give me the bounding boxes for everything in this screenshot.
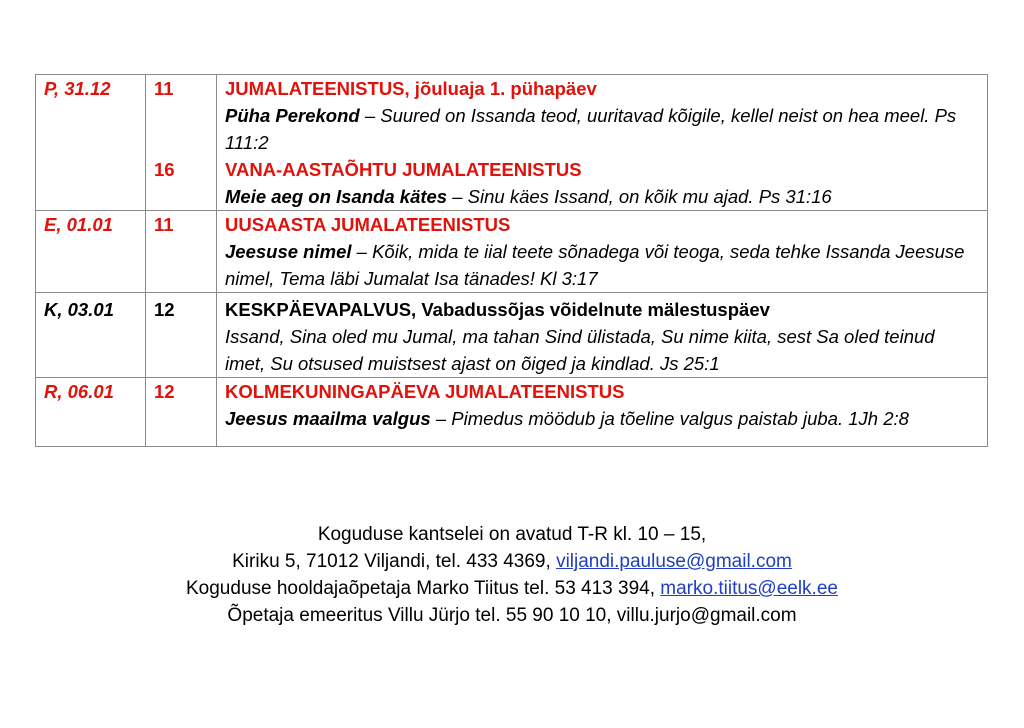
service-theme: Meie aeg on Isanda kätes bbox=[225, 186, 448, 207]
pastor-contact: Koguduse hooldajaõpetaja Marko Tiitus tel. 53 413 394, marko.tiitus@eelk.ee bbox=[186, 578, 838, 599]
service-description: Püha Perekond – Suured on Issanda teod, uuritavad kõigile, kellel neist on hea meel. Ps 111:2 bbox=[225, 105, 957, 153]
service-date: K, 03.01 bbox=[44, 299, 114, 320]
description-cell bbox=[217, 211, 988, 293]
service-description: Jeesus maailma valgus – Pimedus möödub ja tõeline valgus paistab juba. 1Jh 2:8 bbox=[225, 408, 909, 429]
service-theme: Püha Perekond bbox=[225, 105, 360, 126]
time-cell bbox=[146, 75, 217, 211]
office-email-link[interactable]: viljandi.pauluse@gmail.com bbox=[556, 551, 792, 572]
service-time: 11 bbox=[154, 78, 174, 99]
service-description: Meie aeg on Isanda kätes – Sinu käes Issand, on kõik mu ajad. Ps 31:16 bbox=[225, 186, 832, 207]
description-cell bbox=[217, 293, 988, 378]
service-schedule-table bbox=[35, 74, 988, 447]
service-title: KOLMEKUNINGAPÄEVA JUMALATEENISTUS bbox=[225, 381, 625, 402]
office-hours: Koguduse kantselei on avatud T-R kl. 10 – 15, bbox=[317, 524, 707, 545]
service-time: 12 bbox=[154, 381, 175, 402]
bible-verse: Pimedus möödub ja tõeline valgus paistab juba. 1Jh 2:8 bbox=[451, 408, 909, 429]
date-cell bbox=[36, 293, 146, 378]
service-title: VANA-AASTAÕHTU JUMALATEENISTUS bbox=[225, 159, 582, 180]
service-date: P, 31.12 bbox=[44, 78, 111, 99]
description-cell bbox=[217, 378, 988, 447]
service-time: 12 bbox=[154, 299, 175, 320]
time-cell bbox=[146, 293, 217, 378]
service-title: KESKPÄEVAPALVUS, Vabadussõjas võidelnute mälestuspäev bbox=[225, 299, 770, 320]
office-address: Kiriku 5, 71012 Viljandi, tel. 433 4369, viljandi.pauluse@gmail.com bbox=[232, 551, 792, 572]
service-description: Jeesuse nimel – Kõik, mida te iial teete sõnadega või teoga, seda tehke Issanda Jeesuse nimel, Tema läbi Jumalat Isa tänades! Kl 3:17 bbox=[225, 241, 965, 289]
date-cell bbox=[36, 75, 146, 211]
bible-verse: Kõik, mida te iial teete sõnadega või teoga, seda tehke Issanda Jeesuse nimel, Tema läbi Jumalat Isa tänades! Kl 3:17 bbox=[225, 241, 965, 289]
contact-footer bbox=[0, 521, 1024, 629]
description-cell bbox=[217, 75, 988, 211]
service-title: JUMALATEENISTUS, jõuluaja 1. pühapäev bbox=[225, 78, 597, 99]
bible-verse: Suured on Issanda teod, uuritavad kõigile, kellel neist on hea meel. Ps 111:2 bbox=[225, 105, 957, 153]
time-cell bbox=[146, 211, 217, 293]
service-date: R, 06.01 bbox=[44, 381, 114, 402]
service-date: E, 01.01 bbox=[44, 214, 113, 235]
service-time: 11 bbox=[154, 214, 174, 235]
service-time: 16 bbox=[154, 159, 175, 180]
table-row bbox=[36, 75, 988, 211]
date-cell bbox=[36, 211, 146, 293]
table-row bbox=[36, 293, 988, 378]
bible-verse: Sinu käes Issand, on kõik mu ajad. Ps 31:16 bbox=[467, 186, 832, 207]
service-title: UUSAASTA JUMALATEENISTUS bbox=[225, 214, 511, 235]
time-cell bbox=[146, 378, 217, 447]
table-row bbox=[36, 378, 988, 447]
bible-verse: Issand, Sina oled mu Jumal, ma tahan Sind ülistada, Su nime kiita, sest Sa oled teinud imet, Su otsused muistsest ajast on õiged ja kindlad. Js 25:1 bbox=[225, 326, 935, 374]
date-cell bbox=[36, 378, 146, 447]
table-row bbox=[36, 211, 988, 293]
service-theme: Jeesus maailma valgus bbox=[225, 408, 431, 429]
pastor-email-link[interactable]: marko.tiitus@eelk.ee bbox=[660, 578, 838, 599]
service-theme: Jeesuse nimel bbox=[225, 241, 352, 262]
emeritus-contact: Õpetaja emeeritus Villu Jürjo tel. 55 90 10 10, villu.jurjo@gmail.com bbox=[227, 605, 797, 626]
